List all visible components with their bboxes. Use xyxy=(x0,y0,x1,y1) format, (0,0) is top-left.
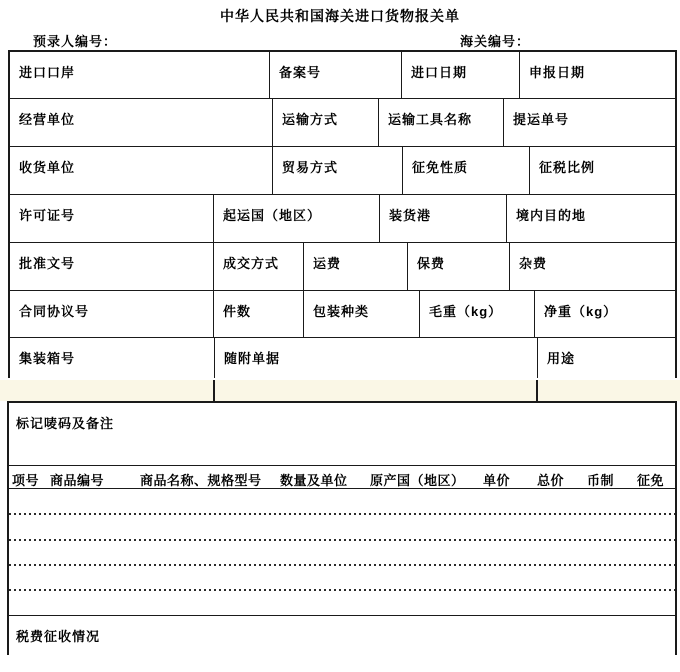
customs-number-label: 海关编号： xyxy=(460,34,531,49)
goods-col-unit-price: 单价 xyxy=(483,473,511,488)
field-gross-weight: 毛重（kg） xyxy=(420,291,535,337)
field-loading-port: 装货港 xyxy=(380,195,507,242)
field-domestic-destination: 境内目的地 xyxy=(516,208,587,223)
field-import-date: 进口日期 xyxy=(402,52,520,98)
field-package-count: 件数 xyxy=(214,291,304,337)
goods-col-levy-exemption: 征免 xyxy=(637,473,665,488)
dotted-row-line xyxy=(9,539,675,541)
goods-col-commodity-code: 商品编号 xyxy=(50,473,105,488)
field-consignee-unit: 收货单位 xyxy=(10,147,273,194)
declaration-main-table xyxy=(8,50,677,378)
field-container-number: 集装箱号 xyxy=(10,338,215,378)
field-insurance-premium: 保费 xyxy=(408,243,510,290)
dotted-row-line xyxy=(9,589,675,591)
goods-col-quantity-unit: 数量及单位 xyxy=(280,473,348,488)
field-misc-fees: 杂费 xyxy=(519,256,548,271)
table-row xyxy=(10,194,675,242)
field-approval-number: 批准文号 xyxy=(10,243,214,290)
field-import-port: 进口口岸 xyxy=(10,52,270,98)
field-package-type: 包装种类 xyxy=(304,291,420,337)
page-break-band xyxy=(0,380,680,401)
field-purpose: 用途 xyxy=(547,351,576,366)
field-transaction-mode: 成交方式 xyxy=(214,243,304,290)
column-line-stub xyxy=(213,380,215,401)
table-row xyxy=(10,242,675,290)
field-bill-of-lading-number: 提运单号 xyxy=(513,112,570,127)
field-attached-documents: 随附单据 xyxy=(215,338,538,378)
field-tax-collection-status: 税费征收情况 xyxy=(9,615,675,672)
field-record-number: 备案号 xyxy=(270,52,402,98)
field-marks-and-remarks: 标记唛码及备注 xyxy=(9,403,675,466)
table-row xyxy=(10,146,675,194)
field-tax-ratio: 征税比例 xyxy=(539,160,596,175)
dotted-row-line xyxy=(9,564,675,566)
field-business-unit: 经营单位 xyxy=(10,99,273,146)
goods-table-header xyxy=(9,466,675,489)
table-row xyxy=(10,290,675,337)
field-license-number: 许可证号 xyxy=(10,195,214,242)
table-row xyxy=(10,52,675,98)
goods-col-currency: 币制 xyxy=(587,473,615,488)
field-transport-mode: 运输方式 xyxy=(273,99,379,146)
goods-col-name-spec: 商品名称、规格型号 xyxy=(140,473,262,488)
goods-entry-area xyxy=(9,489,675,615)
goods-col-item-number: 项号 xyxy=(12,473,40,488)
goods-col-total-price: 总价 xyxy=(537,473,565,488)
dotted-row-line xyxy=(9,513,675,515)
page-title: 中华人民共和国海关进口货物报关单 xyxy=(220,8,460,24)
goods-and-tax-table xyxy=(7,401,677,655)
goods-col-origin-country: 原产国（地区） xyxy=(370,473,465,488)
field-transport-tool-name: 运输工具名称 xyxy=(379,99,504,146)
column-line-stub xyxy=(536,380,538,401)
table-row xyxy=(10,337,675,378)
field-net-weight: 净重（kg） xyxy=(544,304,618,319)
field-trade-mode: 贸易方式 xyxy=(273,147,403,194)
field-levy-exemption-nature: 征免性质 xyxy=(403,147,530,194)
field-contract-number: 合同协议号 xyxy=(10,291,214,337)
field-declaration-date: 申报日期 xyxy=(529,65,586,80)
table-row xyxy=(10,98,675,146)
field-origin-country: 起运国（地区） xyxy=(214,195,380,242)
pre-entry-number-label: 预录人编号： xyxy=(33,34,118,49)
field-freight: 运费 xyxy=(304,243,408,290)
